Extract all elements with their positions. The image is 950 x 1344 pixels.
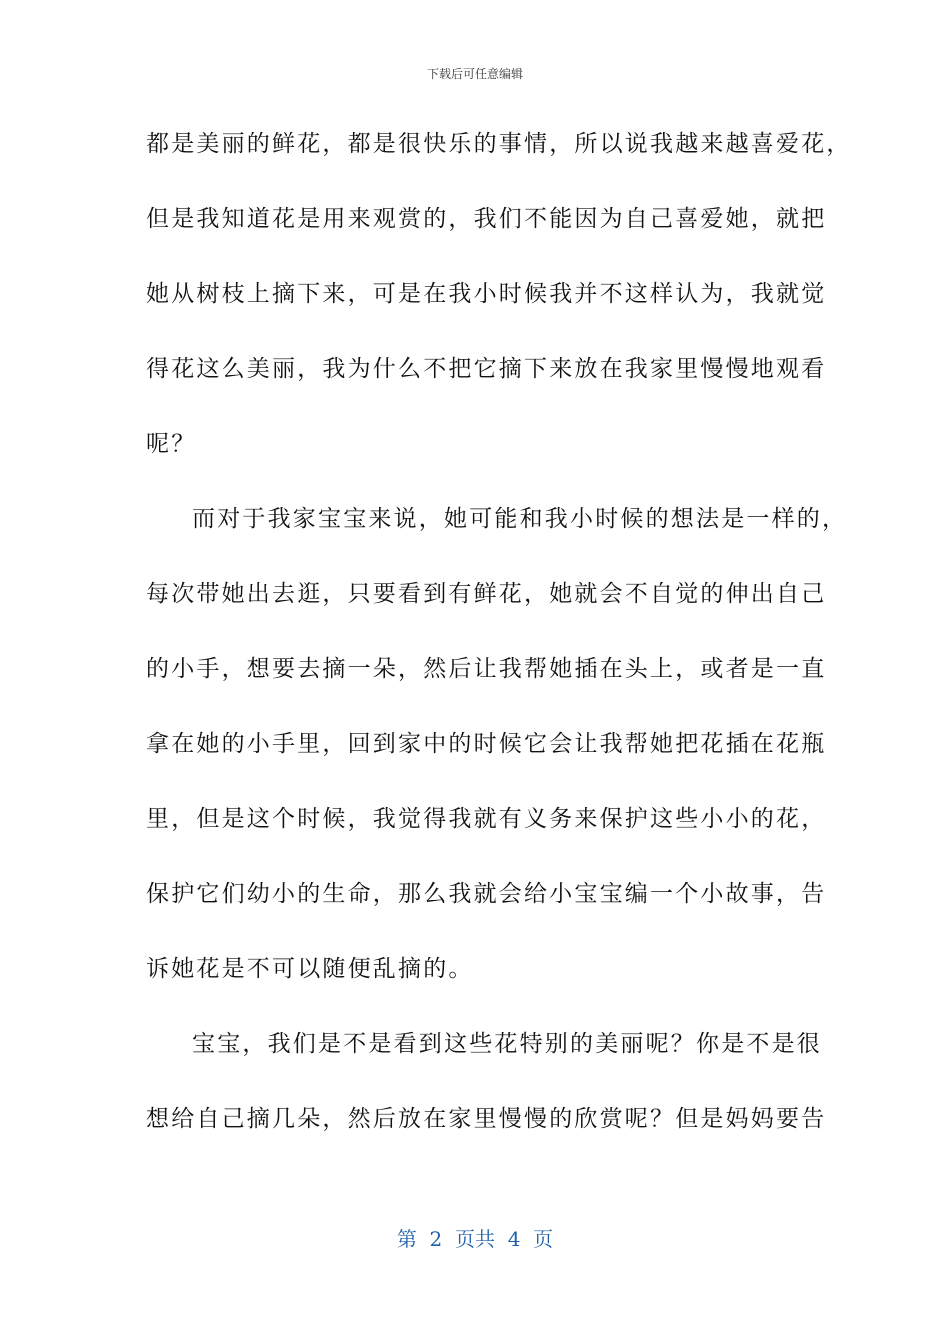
document-body: [146, 121, 852, 1171]
text-line: 诉她花是不可以随便乱摘的。: [146, 956, 474, 982]
paragraph-start-line: 而对于我家宝宝来说，她可能和我小时候的想法是一样的，: [192, 506, 848, 532]
page-header: 下载后可任意编辑: [426, 67, 523, 81]
text-line: 她从树枝上摘下来，可是在我小时候我并不这样认为，我就觉: [146, 281, 827, 307]
text-line: 想给自己摘几朵，然后放在家里慢慢的欣赏呢？但是妈妈要告: [146, 1106, 827, 1132]
text-line: 都是美丽的鲜花，都是很快乐的事情，所以说我越来越喜爱花，: [146, 131, 852, 157]
text-line: 里，但是这个时候，我觉得我就有义务来保护这些小小的花，: [146, 806, 827, 832]
text-line: 保护它们幼小的生命，那么我就会给小宝宝编一个小故事，告: [146, 881, 827, 907]
text-line: 每次带她出去逛，只要看到有鲜花，她就会不自觉的伸出自己: [146, 581, 827, 607]
page-number-footer: 第 2 页共 4 页: [396, 1227, 554, 1251]
text-line: 拿在她的小手里，回到家中的时候它会让我帮她把花插在花瓶: [146, 731, 827, 757]
paragraph-start-line: 宝宝，我们是不是看到这些花特别的美丽呢？你是不是很: [192, 1031, 822, 1057]
text-line: 得花这么美丽，我为什么不把它摘下来放在我家里慢慢地观看: [146, 356, 827, 382]
text-line: 的小手，想要去摘一朵，然后让我帮她插在头上，或者是一直: [146, 656, 827, 682]
text-line: 呢？: [146, 431, 197, 457]
text-line: 但是我知道花是用来观赏的，我们不能因为自己喜爱她，就把: [146, 206, 827, 232]
